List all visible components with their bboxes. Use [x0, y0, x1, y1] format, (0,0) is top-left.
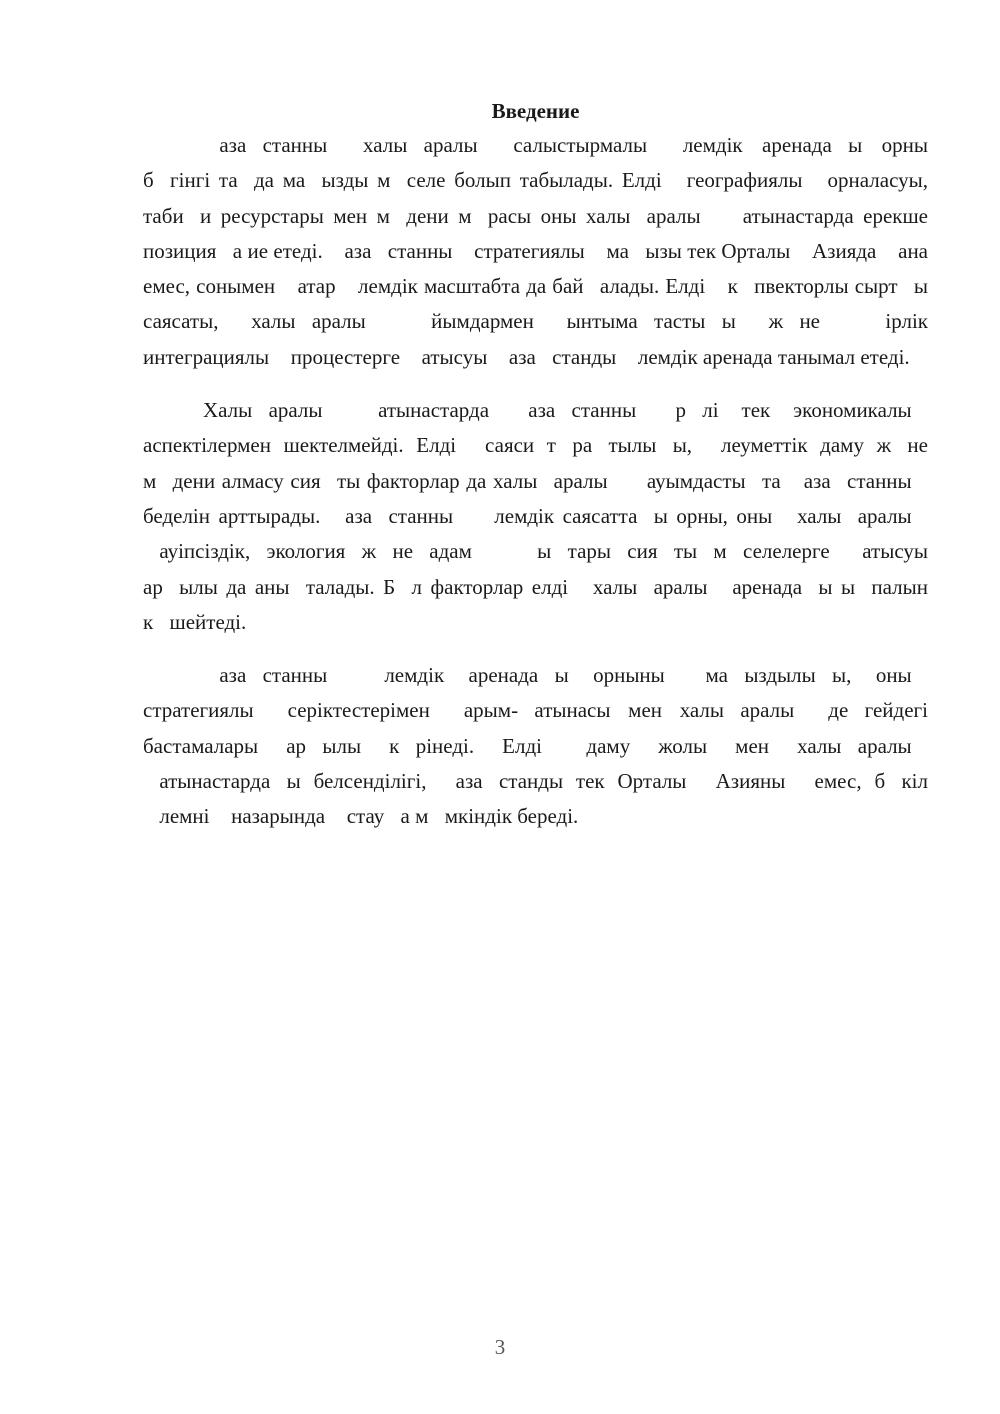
- page-number: 3: [494, 1335, 506, 1359]
- paragraph-2: Халы аралы   атынастарда  аза станны  р лі тек экономикалы  аспектілермен шектелмейді. Елді  саяси т ра тылы ы,  леуметтік даму ж не м дени алмасу сия ты факторлар да халы аралы   ауымдасты та  аза станны  беделін арттырады.  аза станны   лемдік саясатта ы орны, оны  халы аралы   ауіпсіздік, экология ж не адам    ы тары сия ты м селелерге  атысуы ар ылы да аны талады. Б л факторлар елді  халы аралы  аренада ы ы палын к шейтеді.: [143, 398, 928, 634]
- paragraph-1:  аза станны  халы аралы  салыстырмалы  лемдік аренада ы орны б гінгі та да ма ызды м селе болып табылады. Елді  географиялы  орналасуы, таби и ресурстары мен м дени м расы оны халы аралы   атынастарда ерекше позиция а ие етеді.  аза станны  стратегиялы  ма ызы тек Орталы  Азияда  ана емес, сонымен  атар  лемдік масштабта да бай алады. Елді  к пвекторлы сырт ы саясаты, халы аралы   йымдармен ынтыма тасты ы ж не   ірлік интеграциялы  процестерге  атысуы  аза станды  лемдік аренада танымал етеді.: [143, 133, 928, 369]
- page-content: [143, 94, 928, 853]
- paragraph-3:  аза станны   лемдік аренада ы орныны  ма ыздылы ы, оны  стратегиялы  серіктестерімен  арым- атынасы мен халы аралы  де гейдегі бастамалары ар ылы к рінеді. Елді  даму жолы мен халы аралы   атынастарда ы белсенділігі,  аза станды тек Орталы  Азияны  емес, б кіл  лемні  назарында  стау а м мкіндік береді.: [143, 663, 928, 829]
- section-title: Введение: [491, 99, 580, 123]
